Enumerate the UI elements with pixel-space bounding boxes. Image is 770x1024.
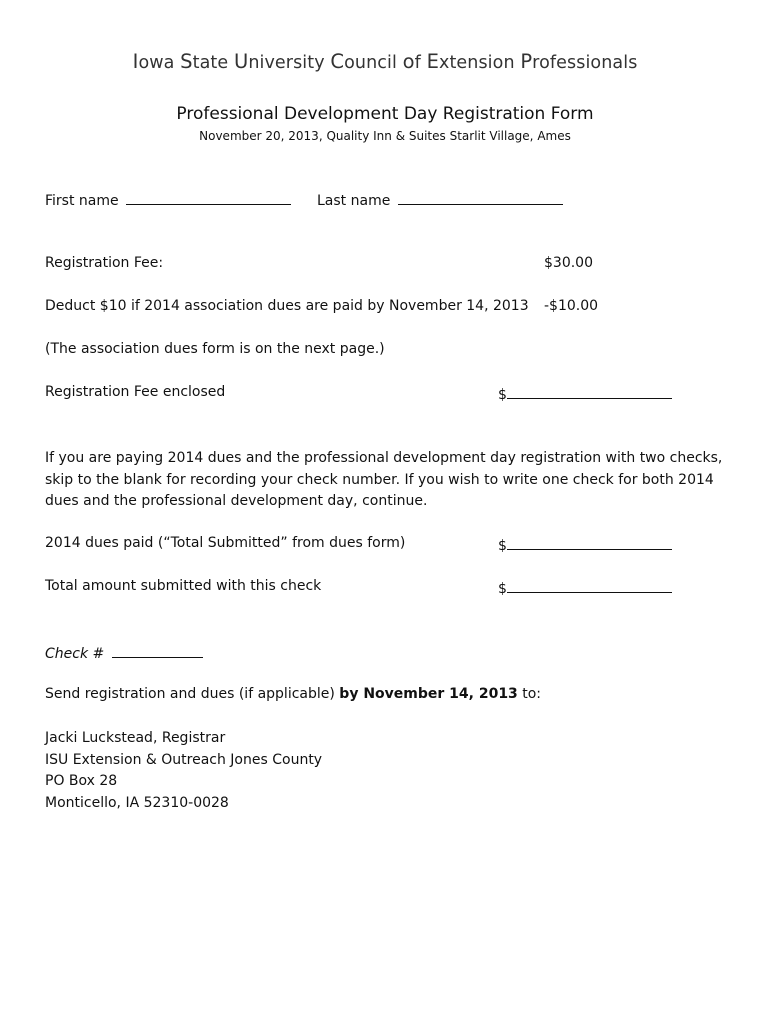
send-suffix: to: (522, 686, 542, 702)
address-line-2: ISU Extension & Outreach Jones County (45, 751, 323, 768)
address-line-1: Jacki Luckstead, Registrar (45, 730, 226, 746)
organization-name: Iowa State University Council of Extension Professionals (132, 50, 638, 73)
fee-enclosed-blank[interactable] (507, 384, 672, 399)
dollar-sign: $ (498, 538, 507, 554)
fee-enclosed-field (498, 384, 672, 403)
dues-form-note: (The association dues form is on the next page.) (45, 341, 385, 357)
check-number-label: Check # (45, 646, 105, 662)
dues-paid-blank[interactable] (507, 535, 672, 550)
dues-paid-label: 2014 dues paid (“Total Submitted” from dues form) (45, 535, 406, 551)
dollar-sign: $ (498, 387, 507, 403)
address-line-4: Monticello, IA 52310-0028 (45, 794, 229, 811)
fee-enclosed-label: Registration Fee enclosed (45, 384, 226, 400)
total-amount-blank[interactable] (507, 578, 672, 593)
first-name-blank[interactable] (126, 190, 291, 205)
total-amount-label: Total amount submitted with this check (45, 578, 322, 594)
send-deadline: by November 14, 2013 (339, 686, 518, 702)
last-name-label: Last name (317, 193, 391, 209)
last-name-blank[interactable] (398, 190, 563, 205)
dues-paid-field (498, 535, 672, 554)
form-title: Professional Development Day Registration Form (176, 104, 594, 124)
payment-instructions: If you are paying 2014 dues and the professional development day registration with two checks, skip to the blank for recording your check number. If you wish to write one check for both 2014 dues and the professional development day, continue. (45, 450, 723, 509)
address-line-3: PO Box 28 (45, 773, 118, 789)
registration-fee-amount: $30.00 (544, 255, 593, 271)
dues-deduction-amount: -$10.00 (544, 298, 599, 314)
registration-fee-label: Registration Fee: (45, 255, 164, 271)
mailing-address (45, 728, 322, 814)
dollar-sign: $ (498, 581, 507, 597)
check-number-field (45, 643, 203, 662)
total-amount-field (498, 578, 672, 597)
first-name-field (45, 190, 291, 209)
dues-deduction-label: Deduct $10 if 2014 association dues are paid by November 14, 2013 (45, 298, 529, 314)
send-instructions (45, 686, 541, 702)
first-name-label: First name (45, 193, 119, 209)
last-name-field (317, 190, 563, 209)
event-details: November 20, 2013, Quality Inn & Suites Starlit Village, Ames (199, 129, 571, 143)
send-prefix: Send registration and dues (if applicable) (45, 686, 335, 702)
check-number-blank[interactable] (112, 643, 203, 658)
